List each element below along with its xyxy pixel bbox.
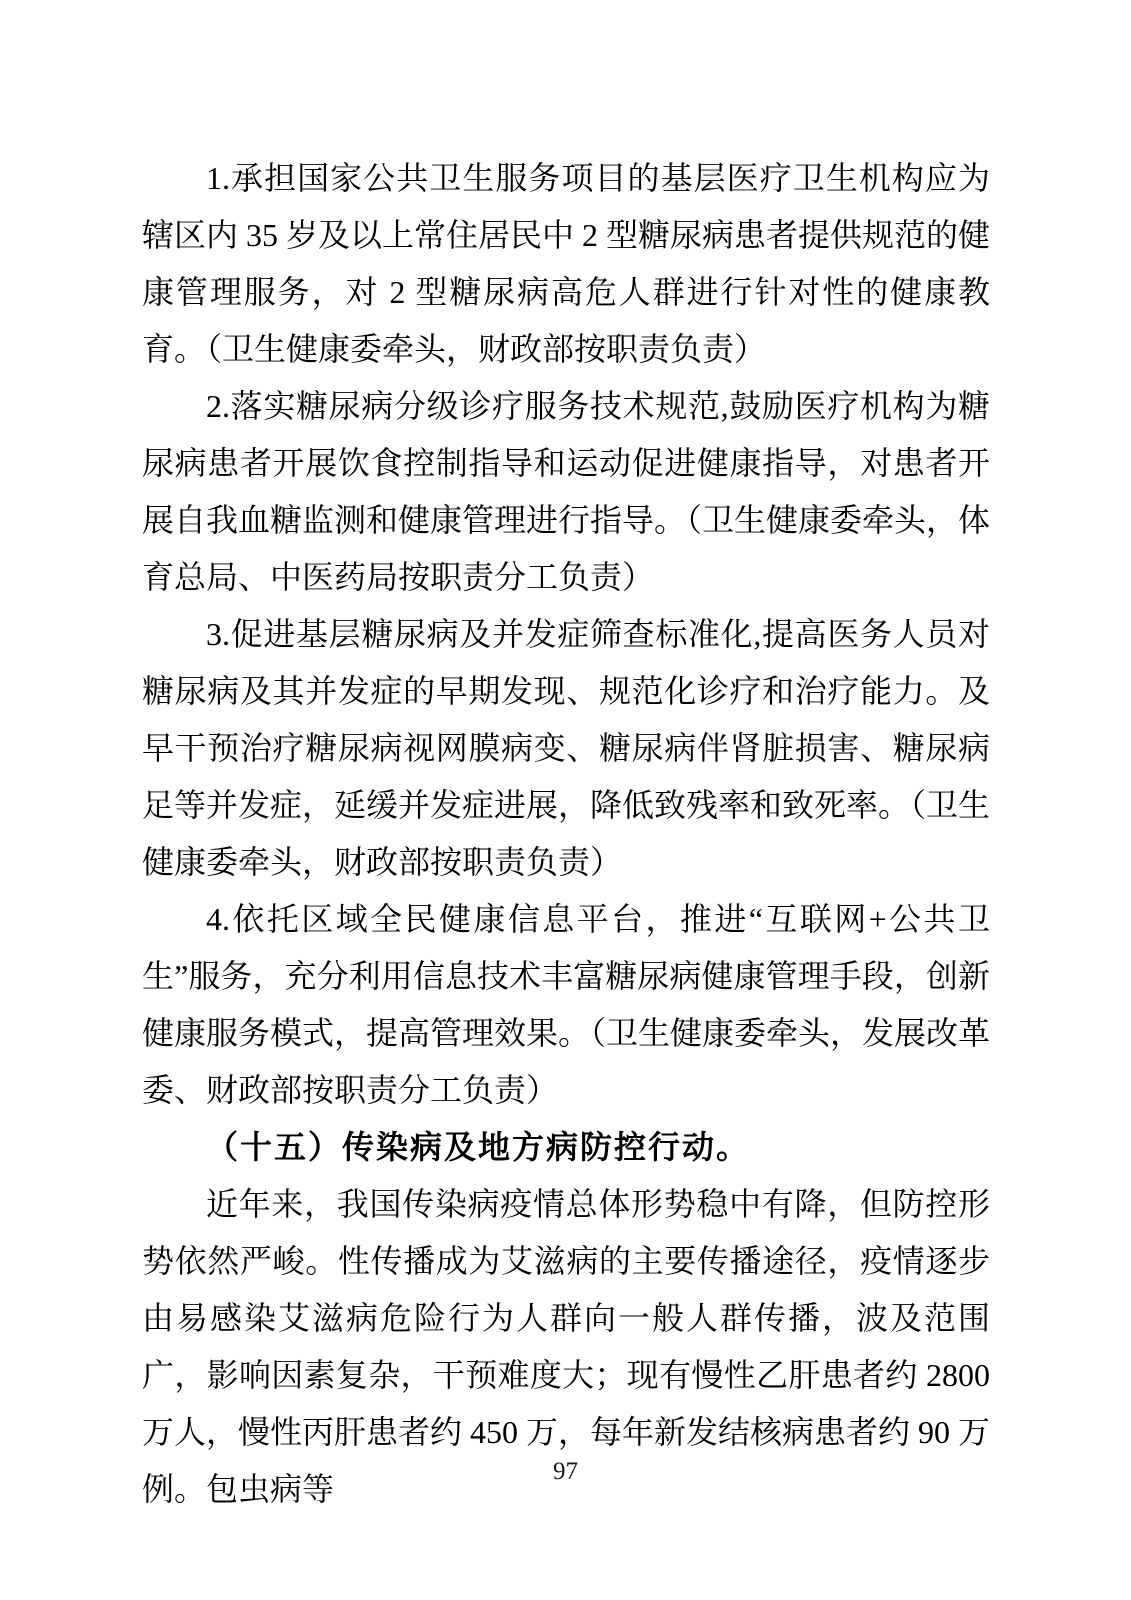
paragraph-diabetes-item-2: 2.落实糖尿病分级诊疗服务技术规范,鼓励医疗机构为糖尿病患者开展饮食控制指导和运动促进健康指导，对患者开展自我血糖监测和健康管理进行指导。（卫生健康委牵头，体育总局、中医药局按职责分工负责） <box>142 388 991 595</box>
section-heading-infectious-disease: （十五）传染病及地方病防控行动。 <box>206 1129 751 1165</box>
page-number: 97 <box>553 1458 578 1485</box>
paragraph-diabetes-item-3: 3.促进基层糖尿病及并发症筛查标准化,提高医务人员对糖尿病及其并发症的早期发现、规范化诊疗和治疗能力。及早干预治疗糖尿病视网膜病变、糖尿病伴肾脏损害、糖尿病足等并发症，延缓并发症进展，降低致残率和致死率。（卫生健康委牵头，财政部按职责负责） <box>142 616 991 880</box>
paragraph-diabetes-item-4: 4.依托区域全民健康信息平台，推进“互联网+公共卫生”服务，充分利用信息技术丰富糖尿病健康管理手段，创新健康服务模式，提高管理效果。（卫生健康委牵头，发展改革委、财政部按职责分工负责） <box>142 901 991 1108</box>
paragraph-infectious-disease-intro: 近年来，我国传染病疫情总体形势稳中有降，但防控形势依然严峻。性传播成为艾滋病的主要传播途径，疫情逐步由易感染艾滋病危险行为人群向一般人群传播，波及范围广，影响因素复杂，干预难度大；现有慢性乙肝患者约 2800 万人，慢性丙肝患者约 450 万，每年新发结核病患者约 90 万例。包虫病等 <box>142 1186 991 1507</box>
paragraph-diabetes-item-1: 1.承担国家公共卫生服务项目的基层医疗卫生机构应为辖区内 35 岁及以上常住居民中 2 型糖尿病患者提供规范的健康管理服务，对 2 型糖尿病高危人群进行针对性的健康教育。（卫生健康委牵头，财政部按职责负责） <box>142 160 991 367</box>
document-body <box>142 150 990 1518</box>
